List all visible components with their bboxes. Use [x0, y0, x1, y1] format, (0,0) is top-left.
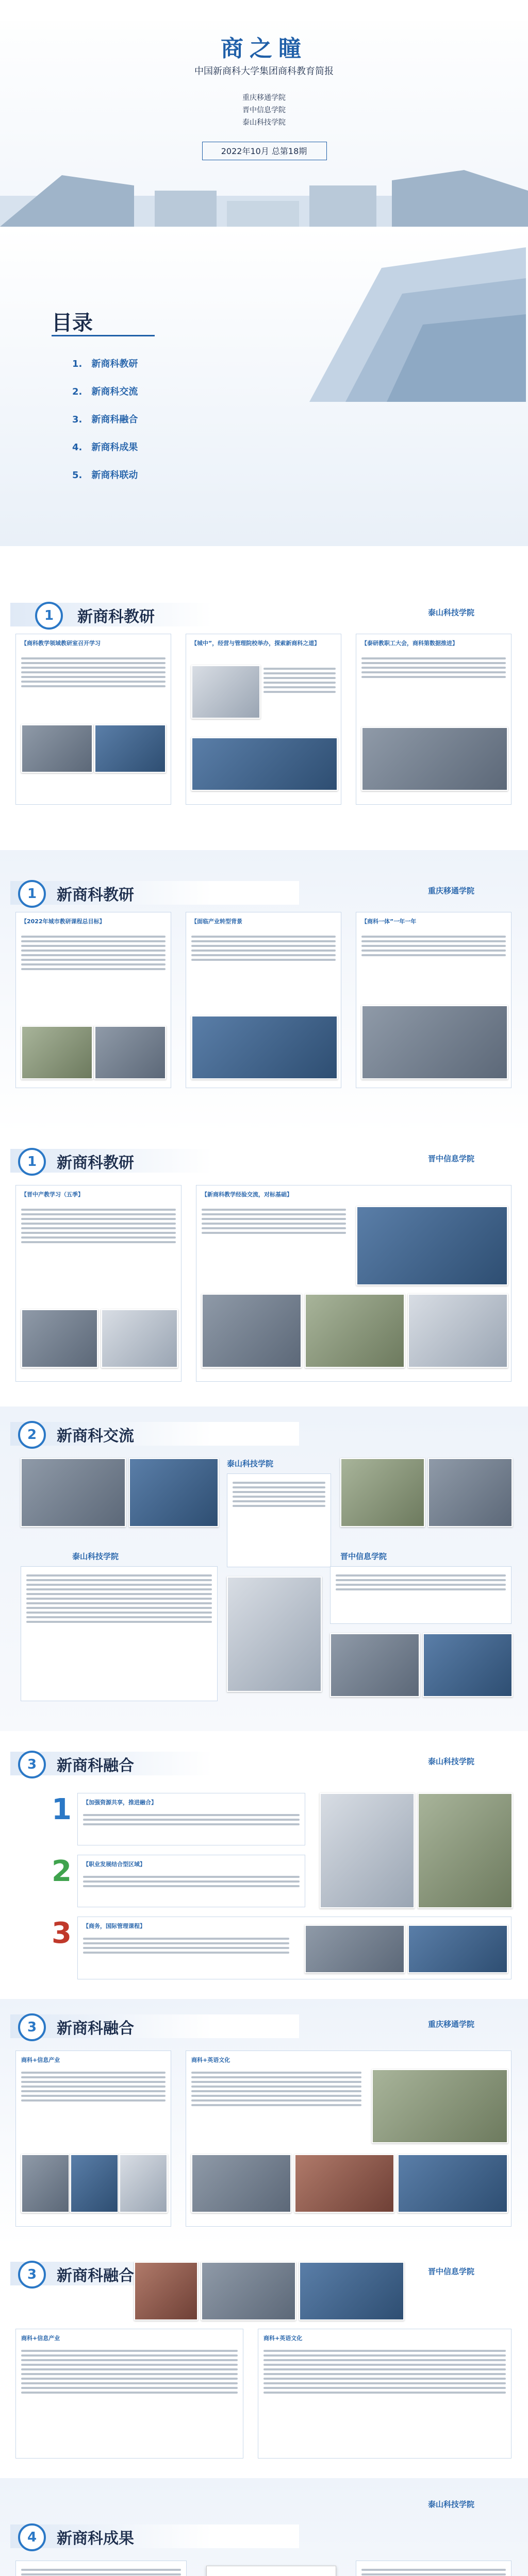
- school-name: 泰山科技学院: [428, 1757, 475, 1766]
- merge-heading: 商科+英语文化: [263, 2335, 303, 2342]
- toc-list: [72, 350, 138, 489]
- cover-section: [0, 0, 528, 227]
- article-text: [21, 1206, 176, 1246]
- school-name: 晋中信息学院: [428, 1154, 475, 1163]
- article-card: [15, 1185, 182, 1382]
- cover-issue: 2022年10月 总第18期: [221, 146, 307, 156]
- merge-photo: [372, 2069, 508, 2143]
- school-name: 泰山科技学院: [428, 608, 475, 617]
- step-number-1: 1: [52, 1793, 72, 1826]
- merge-photo: [134, 2262, 198, 2320]
- article-photo: [191, 1015, 338, 1079]
- article-photo: [94, 724, 166, 773]
- merge-photo: [294, 2154, 394, 2213]
- section-title: 新商科融合: [57, 2267, 134, 2285]
- exchange-photo: [330, 1633, 420, 1697]
- cover-school-1: 重庆移通学院: [242, 94, 286, 102]
- article-photo: [21, 1026, 93, 1079]
- section-3a: [0, 1731, 528, 1999]
- exchange-photo: [423, 1633, 513, 1697]
- article-text: [361, 655, 506, 681]
- article-heading: 【城中”，经营与管理院校举办，探索新商科之道】: [191, 640, 320, 647]
- merge-heading: 【加强资源共享，推进融合】: [83, 1799, 157, 1806]
- article-photo: [21, 724, 93, 773]
- article-photo: [202, 1294, 302, 1368]
- result-card: [356, 2561, 512, 2576]
- article-text: [21, 655, 166, 690]
- result-card: [15, 2561, 187, 2576]
- section-title: 新商科融合: [57, 1757, 134, 1775]
- merge-card: [77, 1917, 512, 1979]
- article-photo: [408, 1294, 508, 1368]
- exchange-text: [336, 1572, 506, 1593]
- section-title-bar: [10, 1422, 299, 1446]
- merge-card: [77, 1855, 305, 1907]
- article-photo: [361, 727, 508, 791]
- section-title-bar: [10, 2524, 299, 2548]
- merge-card: [15, 2329, 243, 2459]
- section-number: 2: [18, 1421, 46, 1449]
- merge-text: [83, 1935, 289, 1956]
- section-1b: [0, 850, 528, 1133]
- merge-text: [83, 1873, 300, 1890]
- section-number: 1: [35, 602, 63, 630]
- step-number-2: 2: [52, 1855, 72, 1888]
- section-number: 1: [18, 1148, 46, 1176]
- section-number: 3: [18, 2261, 46, 2289]
- section-title-bar: [10, 2014, 299, 2038]
- merge-text: [83, 1811, 300, 1828]
- article-text: [202, 1206, 346, 1236]
- article-card: [196, 1185, 512, 1382]
- school-name: 晋中信息学院: [340, 1552, 387, 1561]
- exchange-card: [227, 1473, 331, 1567]
- school-name: 晋中信息学院: [428, 2267, 475, 2276]
- article-photo: [21, 1309, 98, 1368]
- article-photo: [361, 1005, 508, 1079]
- merge-heading: 【商务，国际管理课程】: [83, 1923, 145, 1929]
- merge-photo: [119, 2154, 168, 2213]
- merge-photo: [21, 2154, 70, 2213]
- exchange-photo: [227, 1577, 322, 1692]
- cover-building-image: [0, 165, 528, 227]
- cover-school-2: 晋中信息学院: [242, 106, 286, 114]
- article-card: [186, 912, 341, 1088]
- cover-schools-list: [0, 92, 528, 129]
- section-2: [0, 1406, 528, 1731]
- article-text: [263, 665, 336, 696]
- section-title-bar: [10, 881, 299, 905]
- merge-photo: [70, 2154, 119, 2213]
- school-name: 重庆移通学院: [428, 886, 475, 895]
- section-3c: [0, 2246, 528, 2478]
- exchange-card: [21, 1566, 218, 1701]
- merge-card: [15, 2050, 171, 2227]
- step-number-3: 3: [52, 1917, 72, 1950]
- school-name: 泰山科技学院: [227, 1459, 274, 1468]
- toc-building-image: [268, 247, 526, 402]
- merge-photo: [398, 2154, 508, 2213]
- toc-item-1[interactable]: 1. 新商科教研: [72, 359, 138, 369]
- section-number: 3: [18, 2013, 46, 2041]
- exchange-photo: [21, 1458, 126, 1527]
- merge-photo: [418, 1793, 513, 1908]
- article-photo: [356, 1206, 508, 1285]
- merge-heading: 商科+信息产业: [21, 2057, 60, 2063]
- school-name: 重庆移通学院: [428, 2020, 475, 2029]
- section-title: 新商科教研: [57, 886, 134, 904]
- article-photo: [191, 665, 260, 719]
- toc-section: [0, 227, 528, 546]
- article-photo: [101, 1309, 178, 1368]
- section-number: 1: [18, 880, 46, 908]
- article-heading: 【商科教学领域教研室召开学习: [21, 640, 101, 647]
- section-title-bar: [10, 1752, 299, 1775]
- toc-item-2[interactable]: 2. 新商科交流: [72, 386, 138, 397]
- merge-photo: [201, 2262, 296, 2320]
- article-heading: 【商科一体”一年一年: [361, 918, 417, 925]
- section-number: 4: [18, 2523, 46, 2551]
- section-title: 新商科教研: [57, 1154, 134, 1172]
- article-card: [15, 634, 171, 805]
- merge-text: [21, 2069, 166, 2104]
- exchange-photo: [340, 1458, 425, 1527]
- article-text: [361, 933, 506, 959]
- school-name: 泰山科技学院: [428, 2500, 475, 2509]
- article-photo: [94, 1026, 166, 1079]
- merge-text: [191, 2069, 361, 2109]
- section-1c: [0, 1133, 528, 1406]
- article-photo: [305, 1294, 405, 1368]
- exchange-photo: [129, 1458, 219, 1527]
- section-title-bar: [10, 1149, 299, 1173]
- school-name: 泰山科技学院: [72, 1552, 119, 1561]
- exchange-text: [233, 1479, 325, 1510]
- toc-item-4[interactable]: 4. 新商科成果: [72, 442, 138, 453]
- article-text: [191, 933, 336, 963]
- cover-subtitle: 中国新商科大学集团商科教育简报: [194, 66, 334, 77]
- section-number: 3: [18, 1751, 46, 1778]
- toc-item-5[interactable]: 5. 新商科联动: [72, 470, 138, 481]
- section-3b: [0, 1999, 528, 2246]
- merge-card: [186, 2050, 512, 2227]
- merge-card: [77, 1793, 305, 1845]
- article-heading: 【晋中产教学习（五季】: [21, 1191, 84, 1198]
- merge-photo: [191, 2154, 291, 2213]
- exchange-photo: [428, 1458, 513, 1527]
- cover-title: 商之瞳: [221, 36, 307, 62]
- article-heading: 【2022年城市教研课程总目标】: [21, 918, 105, 925]
- section-1a: [0, 546, 528, 850]
- merge-heading: 【职业发展结合型区域】: [83, 1861, 145, 1868]
- article-card: [186, 634, 341, 805]
- toc-title: 目录: [52, 311, 93, 335]
- article-card: [356, 912, 512, 1088]
- merge-card: [258, 2329, 512, 2459]
- certificate-document: [206, 2566, 336, 2576]
- merge-heading: 商科+英语文化: [191, 2057, 230, 2063]
- article-heading: 【新商科教学经验交流，对标基础】: [202, 1191, 292, 1198]
- article-text: [21, 933, 166, 973]
- section-title: 新商科融合: [57, 2020, 134, 2038]
- merge-photo: [408, 1925, 508, 1973]
- section-title: 新商科成果: [57, 2530, 134, 2548]
- merge-photo: [299, 2262, 404, 2320]
- merge-heading: 商科+信息产业: [21, 2335, 60, 2342]
- cover-school-3: 泰山科技学院: [242, 118, 286, 127]
- article-heading: 【面临产业转型背景: [191, 918, 242, 925]
- exchange-card: [330, 1566, 512, 1624]
- section-4: [0, 2478, 528, 2576]
- merge-photo: [320, 1793, 415, 1908]
- exchange-text: [26, 1572, 212, 1625]
- toc-item-3[interactable]: 3. 新商科融合: [72, 414, 138, 425]
- article-heading: 【泰研教职工大会，商科第数据推进】: [361, 640, 458, 647]
- cover-top-bar: [0, 0, 528, 21]
- result-text: [21, 2566, 181, 2576]
- section-title: 新商科教研: [77, 608, 155, 626]
- toc-title-underline: [52, 335, 155, 336]
- merge-text: [263, 2347, 506, 2396]
- article-card: [356, 634, 512, 805]
- article-card: [15, 912, 171, 1088]
- merge-photo: [305, 1925, 405, 1973]
- merge-text: [21, 2347, 238, 2396]
- section-title: 新商科交流: [57, 1427, 134, 1445]
- article-photo: [191, 737, 338, 791]
- result-text: [361, 2566, 506, 2576]
